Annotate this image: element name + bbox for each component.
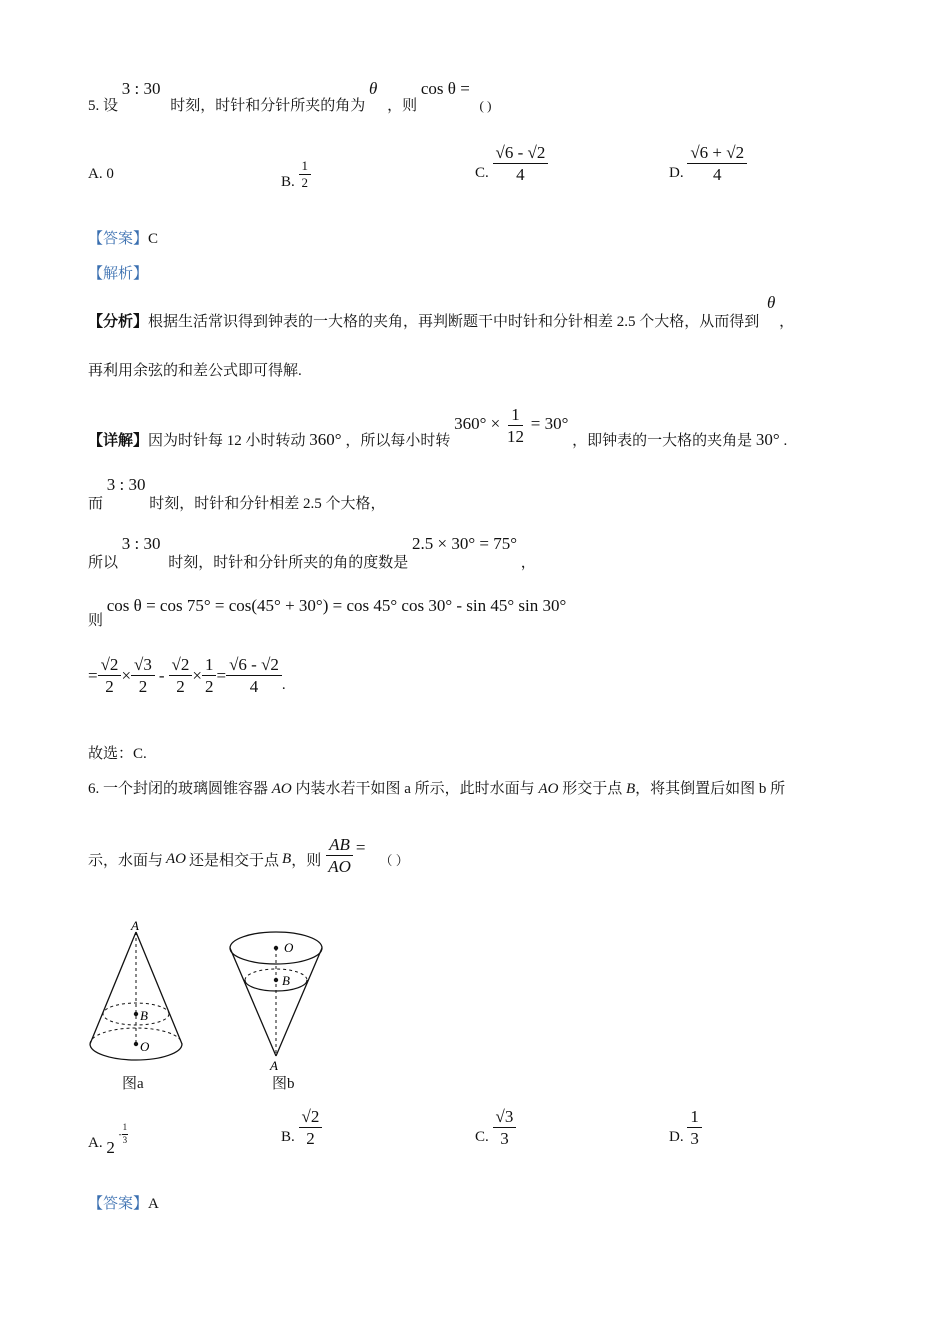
frac-den: 2 bbox=[138, 677, 148, 697]
q5-detail-text3: ，即钟表的一大格的夹角是 bbox=[572, 433, 753, 450]
q5-detail-text1: 因为时针每 12 小时转动 bbox=[148, 433, 306, 450]
q5-opt-c-den: 4 bbox=[516, 165, 525, 185]
q6-opt-a-label: A. bbox=[88, 1135, 103, 1151]
q5-opt-c-num: √6 - √2 bbox=[493, 142, 549, 164]
q6-opt-a-exp-num: 1 bbox=[122, 1122, 129, 1134]
label-b: B bbox=[282, 973, 290, 988]
frac-num: √3 bbox=[131, 654, 155, 676]
q5-mid2: ，则 bbox=[387, 98, 418, 114]
q5-line5-eq: = bbox=[88, 665, 98, 685]
q5-detail-30: 30° bbox=[755, 430, 780, 450]
base-front bbox=[90, 1044, 182, 1060]
q6-point-b: B bbox=[282, 851, 292, 868]
q5-opt-b-label: B. bbox=[281, 174, 295, 191]
q6-ratio-num: AB bbox=[326, 834, 353, 856]
q5-detail-360: 360° bbox=[309, 430, 342, 450]
q5-fenxi-tag: 【分析】 bbox=[88, 314, 149, 330]
q5-line3-time: 3 : 30 bbox=[121, 534, 161, 553]
q5-opt-c-label: C. bbox=[475, 165, 489, 182]
q6-answer-value: A bbox=[148, 1196, 159, 1212]
q5-answer-value: C bbox=[148, 231, 159, 247]
q6-text: 内装水若干如图 a 所示，此时水面与 bbox=[295, 781, 535, 797]
q5-opt-b-den: 2 bbox=[301, 175, 309, 191]
label-o: O bbox=[284, 940, 294, 955]
q6-point-b: B bbox=[625, 781, 636, 797]
q6-ao: AO bbox=[538, 781, 559, 797]
q5-line5-frac5 bbox=[226, 654, 282, 698]
q5-detail-text2: ，所以每小时转 bbox=[345, 433, 451, 450]
q5-detail-calc-den: 12 bbox=[507, 427, 524, 447]
q6-text: 还是相交于点 bbox=[189, 853, 280, 870]
label-a: A bbox=[270, 1058, 278, 1073]
q5-line5 bbox=[88, 654, 286, 698]
q6-opt-a-exp-sign: - bbox=[118, 1129, 122, 1139]
q6-text: 6. 一个封闭的玻璃圆锥容器 bbox=[88, 781, 269, 797]
q6-opt-c-num: √3 bbox=[493, 1106, 517, 1128]
q6-opt-b-den: 2 bbox=[306, 1129, 315, 1149]
q5-opt-a-value: 0 bbox=[106, 166, 114, 182]
q5-opt-d-num: √6 + √2 bbox=[687, 142, 747, 164]
q6-ao: AO bbox=[166, 851, 187, 868]
frac-den: 4 bbox=[249, 677, 259, 697]
q5-prefix: 5. 设 bbox=[88, 98, 119, 114]
figure-b-caption: 图b bbox=[272, 1076, 295, 1092]
q5-answer-tag: 【答案】 bbox=[88, 231, 149, 247]
q5-detail-calc-a: 360° × bbox=[454, 414, 501, 434]
q5-detail bbox=[88, 398, 788, 450]
q6-ratio-den: AO bbox=[328, 857, 351, 877]
q5-detail-period: . bbox=[783, 433, 788, 450]
q5-theta: θ bbox=[369, 79, 378, 98]
q5-opt-c-frac bbox=[493, 142, 549, 186]
q5-fenxi bbox=[88, 292, 794, 332]
q6-opt-a-exp-den: 3 bbox=[122, 1134, 128, 1145]
q5-option-c[interactable] bbox=[475, 142, 548, 186]
q5-fenxi-comma: ， bbox=[779, 314, 795, 330]
frac-num: √6 - √2 bbox=[226, 654, 282, 676]
q6-opt-a-base: 2 bbox=[106, 1138, 115, 1157]
cone-edge bbox=[90, 932, 136, 1044]
q6-opt-d-label: D. bbox=[669, 1129, 684, 1146]
q6-ratio-eq: = bbox=[355, 837, 366, 857]
q5-opt-d-label: D. bbox=[669, 165, 684, 182]
q5-line4 bbox=[88, 595, 567, 629]
q5-line5-times1: × bbox=[121, 665, 132, 685]
q5-fenxi-text: 根据生活常识得到钟表的一大格的夹角，再判断题干中时针和分针相差 2.5 个大格，从而得到 bbox=[148, 314, 760, 330]
q5-line5-times2: × bbox=[192, 665, 202, 685]
q5-opt-b-num: 1 bbox=[299, 158, 312, 175]
q6-option-d[interactable] bbox=[669, 1106, 702, 1150]
q6-answer-tag: 【答案】 bbox=[88, 1196, 149, 1212]
label-o: O bbox=[140, 1039, 150, 1054]
q5-opt-d-frac bbox=[687, 142, 747, 186]
point-b bbox=[134, 1012, 138, 1016]
frac-num: √2 bbox=[98, 654, 122, 676]
q5-time: 3 : 30 bbox=[121, 79, 161, 98]
q6-opt-a-exp-frac bbox=[122, 1122, 129, 1146]
q5-line5-period: . bbox=[281, 677, 286, 694]
q5-fenxi-line2: 再利用余弦的和差公式即可得解. bbox=[88, 363, 302, 379]
figure-b-cone bbox=[226, 928, 330, 1074]
q5-stem bbox=[88, 80, 491, 120]
q5-line5-eq2: = bbox=[216, 665, 227, 685]
figure-a-caption: 图a bbox=[122, 1076, 144, 1092]
q6-stem-line2 bbox=[88, 834, 409, 878]
q6-stem-line1 bbox=[88, 777, 785, 798]
q5-opt-b-frac bbox=[299, 158, 312, 192]
q6-option-a[interactable] bbox=[88, 1122, 128, 1157]
q5-line4-prefix: 则 bbox=[88, 613, 104, 629]
q6-text: 形交于点 bbox=[562, 781, 623, 797]
q5-line3-prefix: 所以 bbox=[88, 555, 119, 571]
q5-line2 bbox=[88, 474, 386, 512]
q5-cos-expr: cos θ = bbox=[420, 79, 470, 98]
q5-line5-minus: - bbox=[158, 665, 165, 685]
q5-fenxi-theta: θ bbox=[767, 293, 776, 312]
q5-option-b[interactable] bbox=[281, 158, 311, 192]
label-a: A bbox=[131, 918, 139, 933]
point-o bbox=[134, 1042, 138, 1046]
q5-line5-frac4 bbox=[202, 654, 217, 698]
frac-num: √2 bbox=[169, 654, 193, 676]
point-b bbox=[274, 978, 278, 982]
q5-line2-text: 时刻，时针和分针相差 2.5 个大格， bbox=[149, 496, 386, 512]
q6-opt-b-num: √2 bbox=[299, 1106, 323, 1128]
q5-detail-calc-b: = 30° bbox=[530, 414, 569, 434]
q5-line3-text: 时刻，时针和分针所夹的角的度数是 bbox=[168, 555, 409, 571]
q6-opt-c-label: C. bbox=[475, 1129, 489, 1146]
q5-answer bbox=[88, 227, 158, 248]
cone-edge bbox=[136, 932, 182, 1044]
q5-analysis-tag: 【解析】 bbox=[88, 266, 149, 282]
frac-den: 2 bbox=[105, 677, 114, 697]
q5-line3-comma: ， bbox=[520, 555, 536, 571]
figure-a-cone bbox=[84, 916, 190, 1066]
q6-ao: AO bbox=[271, 781, 292, 797]
q6-opt-b-label: B. bbox=[281, 1129, 295, 1146]
q5-opt-a-label: A. bbox=[88, 166, 103, 182]
q5-option-a[interactable] bbox=[88, 166, 114, 183]
q6-opt-d-num: 1 bbox=[687, 1106, 702, 1128]
q5-detail-tag: 【详解】 bbox=[88, 433, 149, 450]
q5-mid: 时刻，时针和分针所夹的角为 bbox=[170, 98, 366, 114]
q5-option-d[interactable] bbox=[669, 142, 747, 186]
q5-line4-expr: cos θ = cos 75° = cos(45° + 30°) = cos 45° cos 30° - sin 45° sin 30° bbox=[106, 596, 567, 615]
q5-line2-prefix: 而 bbox=[88, 496, 104, 512]
q5-conclusion: 故选：C. bbox=[88, 746, 147, 762]
q5-detail-calc-frac bbox=[504, 404, 527, 448]
frac-den: 2 bbox=[204, 677, 214, 697]
q5-line5-frac3 bbox=[169, 654, 193, 698]
q6-text: 示，水面与 bbox=[88, 853, 164, 870]
q6-answer bbox=[88, 1192, 159, 1213]
q6-opt-b-frac bbox=[299, 1106, 323, 1150]
q5-line3 bbox=[88, 533, 536, 571]
q6-opt-c-frac bbox=[493, 1106, 517, 1150]
point-o bbox=[274, 946, 278, 950]
q6-paren: （ ） bbox=[379, 853, 409, 869]
q6-option-b[interactable] bbox=[281, 1106, 322, 1150]
q5-paren: ( ) bbox=[479, 98, 492, 113]
label-b: B bbox=[140, 1008, 148, 1023]
frac-num: 1 bbox=[202, 654, 217, 676]
q5-opt-d-den: 4 bbox=[712, 165, 722, 185]
q6-text: ，将其倒置后如图 b 所 bbox=[635, 781, 786, 797]
q6-opt-d-den: 3 bbox=[690, 1129, 699, 1149]
frac-den: 2 bbox=[176, 677, 185, 697]
q5-detail-calc-num: 1 bbox=[508, 404, 523, 426]
q6-text: ，则 bbox=[291, 853, 322, 870]
q5-line2-time: 3 : 30 bbox=[106, 475, 146, 494]
q6-opt-c-den: 3 bbox=[500, 1129, 509, 1149]
q6-ratio-frac bbox=[325, 834, 354, 878]
q5-line5-frac2 bbox=[131, 654, 155, 698]
q5-line5-frac1 bbox=[98, 654, 122, 698]
q5-line3-calc: 2.5 × 30° = 75° bbox=[412, 534, 518, 553]
q6-option-c[interactable] bbox=[475, 1106, 516, 1150]
q6-opt-d-frac bbox=[687, 1106, 702, 1150]
